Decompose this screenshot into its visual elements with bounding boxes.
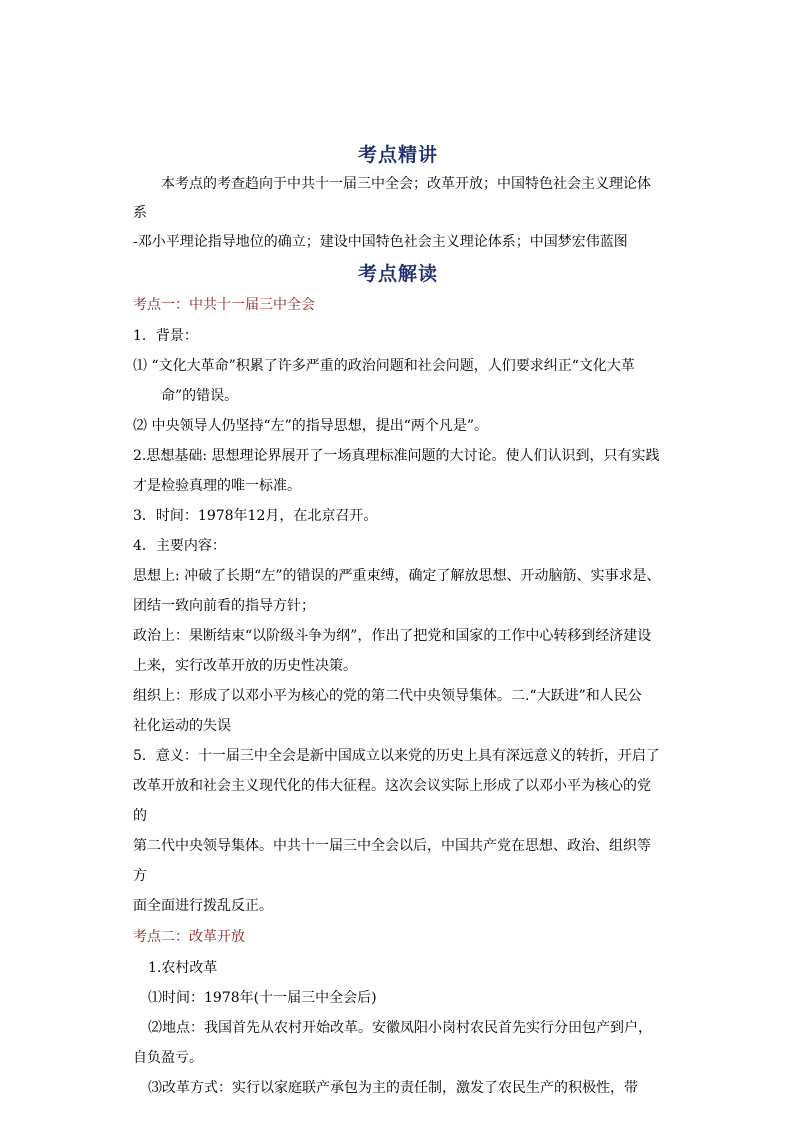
intro-line-2: -邓小平理论指导地位的确立；建设中国特色社会主义理论体系；中国梦宏伟蓝图 (133, 234, 628, 250)
section-title-key-points: 考点精讲 (357, 144, 438, 166)
ideology-item (133, 561, 663, 621)
significance-item (133, 741, 663, 921)
rural-reform-heading: 1.农村改革 (148, 960, 218, 976)
rural-reform-method: ⑶改革方式：实行以家庭联产承包为主的责任制，激发了农民生产的积极性，带 (148, 1080, 638, 1096)
politics-line-a: 政治上：果断结束“以阶级斗争为纲”，作出了把党和国家的工作中心转移到经济建设 (133, 628, 652, 644)
point-two-title: 考点二：改革开放 (133, 929, 245, 945)
organization-line-a: 组织上：形成了以邓小平为核心的党的第二代中央领导集体。二.“大跃进”和人民公 (133, 688, 642, 704)
significance-line-d: 面全面进行拨乱反正。 (133, 898, 273, 914)
thought-basis (133, 441, 663, 501)
thought-basis-line-a: 2.思想基础: 思想理论界展开了一场真理标准问题的大讨论。使人们认识到，只有实践 (133, 448, 660, 464)
politics-item (133, 621, 663, 681)
intro-paragraph (133, 170, 663, 257)
rural-reform-place (133, 1013, 663, 1073)
ideology-line-b: 团结一致向前看的指导方针； (133, 598, 315, 614)
meeting-time: 3．时间：1978年12月，在北京召开。 (133, 508, 378, 524)
significance-line-a: 5．意义：十一届三中全会是新中国成立以来党的历史上具有深远意义的转折，开启了 (133, 748, 660, 764)
background-item-1 (133, 351, 663, 411)
significance-line-c: 第二代中央领导集体。中共十一届三中全会以后，中国共产党在思想、政治、组织等方 (133, 838, 651, 884)
significance-line-b: 改革开放和社会主义现代化的伟大征程。这次会议实际上形成了以邓小平为核心的党的 (133, 778, 651, 824)
background-heading: 1．背景： (133, 328, 198, 344)
background-item-2: ⑵ 中央领导人仍坚持“左”的指导思想，提出“两个凡是”。 (133, 418, 489, 434)
thought-basis-line-b: 才是检验真理的唯一标准。 (133, 478, 301, 494)
rural-reform-place-line-a: ⑵地点：我国首先从农村开始改革。安徽凤阳小岗村农民首先实行分田包产到户， (148, 1020, 652, 1036)
background-item-1-line-a: ⑴ “文化大革命”积累了许多严重的政治问题和社会问题，人们要求纠正“文化大革 (133, 358, 635, 374)
main-content-heading: 4．主要内容： (133, 538, 226, 554)
organization-line-b: 社化运动的失误 (133, 718, 231, 734)
organization-item (133, 681, 663, 741)
ideology-line-a: 思想上: 冲破了长期“左”的错误的严重束缚，确定了解放思想、开动脑筋、实事求是、 (133, 568, 661, 584)
background-item-1-line-b: 命”的错误。 (161, 388, 239, 404)
intro-line-1: 本考点的考查趋向于中共十一届三中全会；改革开放；中国特色社会主义理论体系 (133, 176, 651, 221)
rural-reform-time: ⑴时间：1978年(十一届三中全会后) (148, 990, 377, 1006)
section-title-interpretation: 考点解读 (357, 263, 438, 285)
section-title-wrap (133, 259, 663, 289)
point-one-title: 考点一：中共十一届三中全会 (133, 297, 315, 313)
rural-reform-place-line-b: 自负盈亏。 (133, 1050, 203, 1066)
document-body (133, 140, 663, 1103)
politics-line-b: 上来，实行改革开放的历史性决策。 (133, 658, 357, 674)
